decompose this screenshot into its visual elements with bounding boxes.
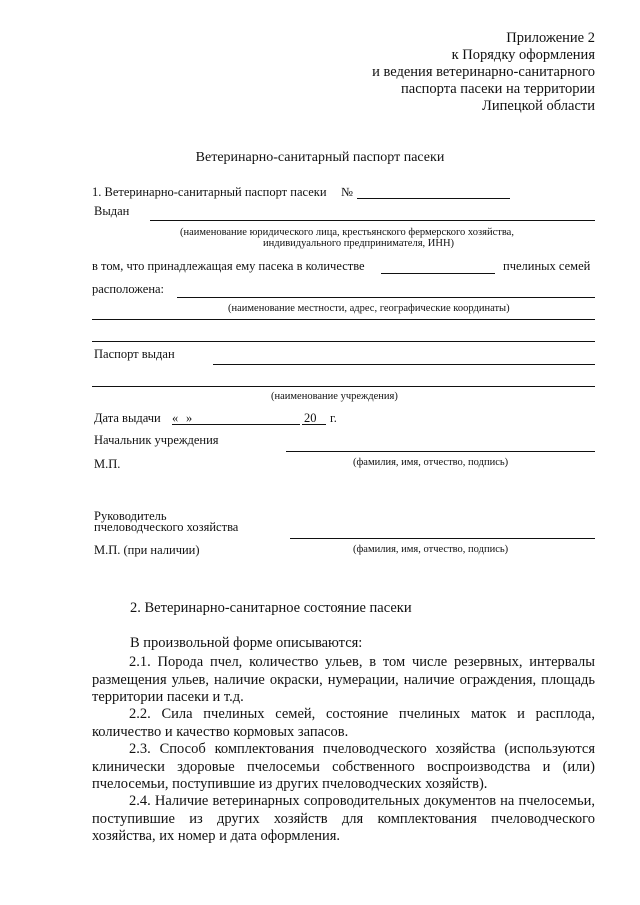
manager-label: Руководитель [94,509,167,523]
manager-label-2: пчеловодческого хозяйства [94,520,239,534]
issue-date-label: Дата выдачи [94,411,161,425]
location-field[interactable] [177,297,595,298]
head-signature-hint: (фамилия, имя, отчество, подпись) [353,457,509,468]
appendix-line-3: и ведения ветеринарно-санитарного [372,64,595,80]
year-prefix: 20 [304,411,317,425]
issuing-institution-field-line-2[interactable] [92,386,595,387]
appendix-line-2: к Порядку оформления [451,47,595,63]
appendix-line-4: паспорта пасеки на территории [401,81,595,97]
location-hint: (наименование местности, адрес, географические координаты) [228,303,510,314]
passport-number-label: 1. Ветеринарно-санитарный паспорт пасеки [92,185,327,199]
issued-to-hint-2: индивидуального предпринимателя, ИНН) [263,238,455,249]
apiary-count-suffix: пчелиных семей [503,259,591,273]
appendix-line-5: Липецкой области [482,98,595,114]
issuing-institution-field[interactable] [213,364,595,365]
page-title: Ветеринарно-санитарный паспорт пасеки [195,150,445,165]
item-2-4: 2.4. Наличие ветеринарных сопроводительных документов на пчелосемьи, поступившие из других хозяйств для комплектования пчеловодческого хозяйства, их номер и дата оформления. [92,793,595,844]
appendix-number: Приложение 2 [506,30,595,46]
section-2-intro: В произвольной форме описываются: [130,635,363,651]
location-field-line-2[interactable] [92,319,595,320]
institution-hint: (наименование учреждения) [271,391,398,402]
year-suffix: г. [330,411,337,425]
manager-signature-hint: (фамилия, имя, отчество, подпись) [353,544,509,555]
head-of-institution-label: Начальник учреждения [94,433,219,447]
passport-number-field[interactable] [357,198,510,199]
manager-signature-field[interactable] [290,538,595,539]
stamp-optional-label: М.П. (при наличии) [94,543,200,557]
item-2-2: 2.2. Сила пчелиных семей, состояние пчелиных маток и расплода, количество и качество кормовых запасов. [92,706,595,740]
section-2-heading: 2. Ветеринарно-санитарное состояние пасеки [130,600,412,616]
location-field-line-3[interactable] [92,341,595,342]
issued-to-label: Выдан [94,204,130,218]
colony-count-field[interactable] [381,273,495,274]
issue-year-field[interactable] [302,424,326,425]
stamp-label: М.П. [94,457,121,471]
passport-issued-label: Паспорт выдан [94,347,175,361]
issued-to-field[interactable] [150,220,595,221]
date-quote-open: « [172,411,179,425]
head-signature-field[interactable] [286,451,595,452]
located-label: расположена: [92,282,165,296]
issued-to-hint: (наименование юридического лица, крестьянского фермерского хозяйства, [180,227,514,238]
date-quote-close: » [186,411,193,425]
apiary-count-prefix: в том, что принадлежащая ему пасека в количестве [92,259,365,273]
item-2-3: 2.3. Способ комплектования пчеловодческого хозяйства (используются клинически здоровые пчелосемьи собственного воспроизводства и (или) пчелосемьи, поступившие из других пчеловодческих хозяйств). [92,741,595,792]
item-2-1: 2.1. Порода пчел, количество ульев, в том числе резервных, интервалы размещения ульев, наличие окраски, нумерации, наличие ограждения, площадь территории пасеки и т.д. [92,654,595,705]
number-sign: № [341,185,353,199]
